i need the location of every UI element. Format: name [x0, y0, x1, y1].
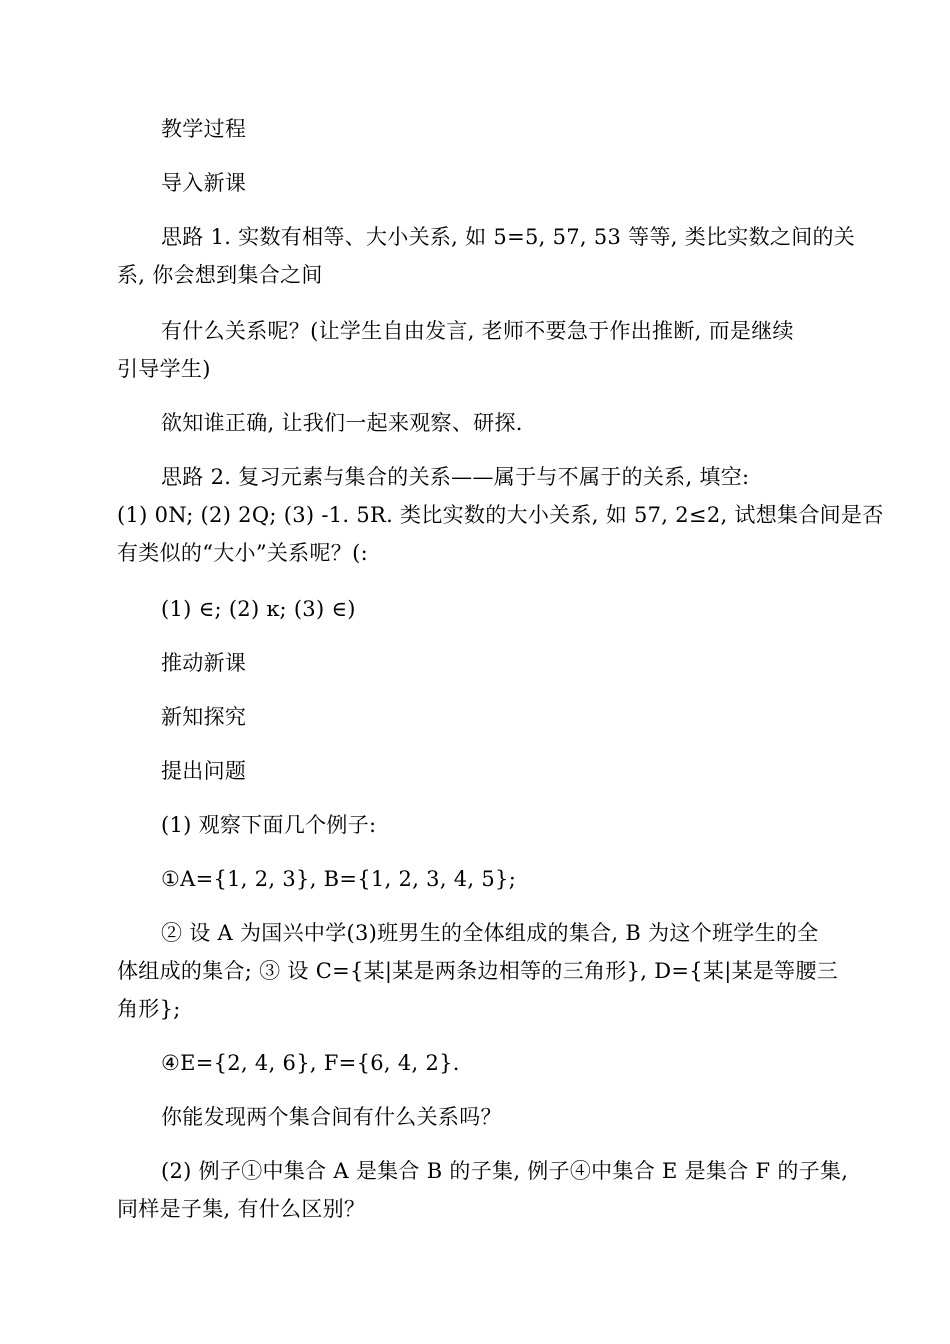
text-line: 同样是子集, 有什么区别？: [117, 1197, 366, 1221]
heading-teaching-process: [117, 110, 837, 148]
paragraph-idea-2: [117, 458, 884, 572]
paragraph-example-2-3: [117, 914, 837, 1028]
text-line: 提出问题: [161, 759, 247, 783]
text-line: 有类似的“大小”关系呢？(:: [117, 541, 368, 565]
paragraph-question-1: [117, 806, 837, 844]
text-line: (1) 0N; (2) 2Q; (3) -1. 5R. 类比实数的大小关系, 如 57, 2≤2, 试想集合间是否: [117, 503, 884, 527]
paragraph-question-2: [117, 1152, 849, 1228]
text-line: 欲知谁正确, 让我们一起来观察、研探.: [161, 411, 523, 435]
heading-new-lesson: [117, 644, 837, 682]
text-line: 推动新课: [161, 651, 247, 675]
text-line: 导入新课: [161, 171, 247, 195]
text-line: (1) 观察下面几个例子:: [161, 813, 377, 837]
paragraph-example-1: [117, 860, 837, 898]
text-line: 有什么关系呢？(让学生自由发言, 老师不要急于作出推断, 而是继续: [161, 319, 794, 343]
paragraph-relation-question: [117, 1098, 837, 1136]
text-line: 系, 你会想到集合之间: [117, 263, 323, 287]
text-line: 角形};: [117, 997, 181, 1021]
text-line: 你能发现两个集合间有什么关系吗？: [161, 1105, 502, 1129]
text-line: (1) ∈; (2) ĸ; (3) ∈): [161, 597, 356, 621]
text-line: 新知探究: [161, 705, 247, 729]
paragraph-example-4: [117, 1044, 837, 1082]
text-line: 思路 1. 实数有相等、大小关系, 如 5=5, 57, 53 等等, 类比实数之间的关: [161, 225, 856, 249]
text-line: 思路 2. 复习元素与集合的关系——属于与不属于的关系, 填空:: [161, 465, 750, 489]
text-line: (2) 例子①中集合 A 是集合 B 的子集, 例子④中集合 E 是集合 F 的子集,: [161, 1159, 849, 1183]
text-line: 引导学生): [117, 357, 211, 381]
text-line: ①A={1, 2, 3}, B={1, 2, 3, 4, 5};: [161, 867, 517, 891]
paragraph-discussion: [117, 312, 837, 388]
heading-new-knowledge: [117, 698, 837, 736]
text-line: 教学过程: [161, 117, 247, 141]
paragraph-answers: [117, 590, 837, 628]
text-line: ④E={2, 4, 6}, F={6, 4, 2}.: [161, 1051, 460, 1075]
heading-introduction: [117, 164, 837, 202]
text-line: ② 设 A 为国兴中学(3)班男生的全体组成的集合, B 为这个班学生的全: [161, 921, 819, 945]
paragraph-idea-1: [117, 218, 856, 294]
heading-questions: [117, 752, 837, 790]
paragraph-observe: [117, 404, 837, 442]
text-line: 体组成的集合; ③ 设 C={某|某是两条边相等的三角形}, D={某|某是等腰三: [117, 959, 839, 983]
